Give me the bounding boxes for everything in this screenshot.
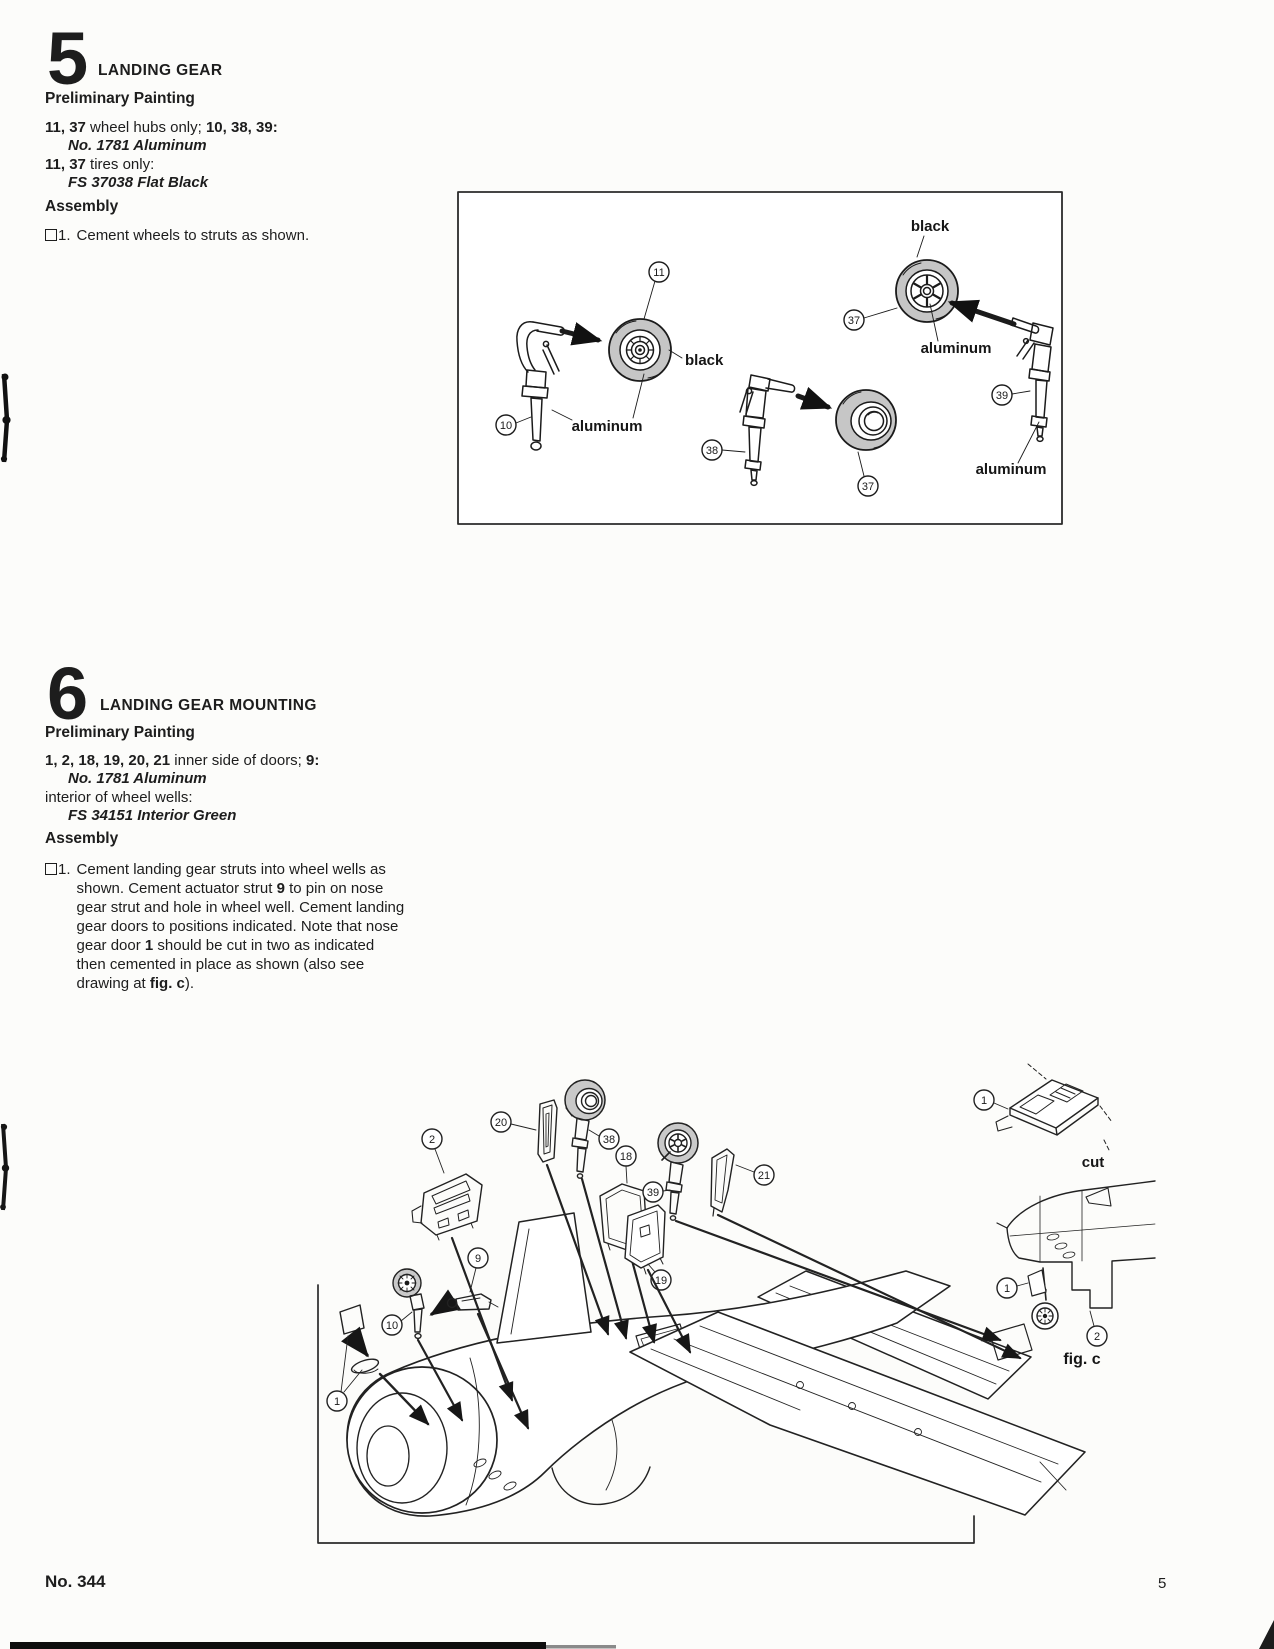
callout-10 [382, 1312, 412, 1335]
staple-mark-bottom [1, 1124, 9, 1210]
wheel-37-bottom-drawing [836, 390, 896, 450]
step-part-ref: 1 [144, 937, 154, 954]
step-seg: Cement landing gear struts into wheel wells as shown. Cement actuator strut [76, 861, 386, 897]
callout-18-number: 18 [619, 1151, 633, 1163]
nose-door-1-drawing [996, 1064, 1112, 1152]
paint-parts: 11, 37 [45, 119, 86, 136]
door-20-drawing [538, 1100, 557, 1162]
paint-parts2: 10, 38, 39: [205, 119, 278, 136]
label-aluminum-right-upper: aluminum [920, 340, 992, 357]
section5-assembly-heading: Assembly [45, 198, 119, 215]
callout-10-number: 10 [385, 1320, 399, 1332]
callout-11-number: 11 [653, 267, 665, 279]
callout-21 [736, 1165, 774, 1185]
paint-parts: 11, 37 [45, 156, 86, 173]
callout-1-number: 1 [1003, 1283, 1011, 1295]
scan-artifacts [10, 1620, 1274, 1649]
aircraft-drawing [347, 1213, 1085, 1516]
door-19-drawing [625, 1205, 665, 1274]
section6-paint-value2: FS 34151 Interior Green [68, 807, 237, 824]
step-fig-ref: fig. c [149, 975, 185, 992]
door-21-drawing [711, 1149, 734, 1216]
callout-2-number: 2 [428, 1134, 436, 1146]
callout-18 [616, 1146, 636, 1183]
paint-parts2: 9: [306, 752, 320, 769]
callout-1-left [327, 1336, 362, 1411]
section6-number: 6 [47, 652, 87, 735]
fig-c-drawing [997, 1181, 1155, 1329]
callout-39-number: 39 [995, 390, 1009, 402]
callout-38-number: 38 [705, 445, 719, 457]
callout-1-number: 1 [333, 1396, 341, 1408]
section6-paint-value1: No. 1781 Aluminum [68, 770, 207, 787]
label-black-left: black [685, 352, 724, 369]
callout-19-number: 19 [654, 1275, 668, 1287]
label-aluminum-right-lower: aluminum [975, 461, 1047, 478]
callout-1-number: 1 [980, 1095, 988, 1107]
step-seg: to pin on nose gear strut and hole in wheel well. Cement landing gear doors to positions indicated. Note that nose gear door [76, 880, 405, 954]
section6-title: LANDING GEAR MOUNTING [100, 697, 317, 714]
wheel-37-top-drawing [896, 260, 958, 322]
label-cut: cut [1081, 1154, 1105, 1171]
gear-39-assembled-drawing [658, 1123, 698, 1220]
kit-number: No. 344 [45, 1572, 106, 1591]
callout-10-number: 10 [499, 420, 513, 432]
section6-preliminary-heading: Preliminary Painting [45, 724, 195, 741]
callout-2 [422, 1129, 444, 1173]
paint-text: inner side of doors; [170, 752, 307, 769]
label-fig-c: fig. c [1063, 1351, 1101, 1368]
callout-9-number: 9 [474, 1253, 482, 1265]
paint-text: wheel hubs only; [85, 119, 206, 136]
paint-parts: 1, 2, 18, 19, 20, 21 [45, 752, 171, 769]
step-part-ref: 9 [276, 880, 285, 897]
callout-2-nose [1087, 1311, 1107, 1346]
callout-20 [491, 1112, 536, 1132]
label-aluminum-left: aluminum [571, 418, 643, 435]
paint-text: tires only: [85, 156, 155, 173]
callout-37-number: 37 [861, 481, 875, 493]
section6-assembly-heading: Assembly [45, 830, 119, 847]
door-2-drawing [412, 1174, 482, 1240]
step-text: Cement wheels to struts as shown. [76, 227, 310, 244]
wheel-11-drawing [609, 319, 671, 381]
callout-37-number: 37 [847, 315, 861, 327]
callout-20-number: 20 [494, 1117, 508, 1129]
staple-mark-top [1, 374, 10, 462]
callout-39-number: 39 [646, 1187, 660, 1199]
diagram1-landing-gear [458, 192, 1062, 524]
step-number: 1. [58, 227, 71, 244]
label-black-right: black [910, 218, 950, 235]
section5-preliminary-heading: Preliminary Painting [45, 90, 195, 107]
callout-1-nose [997, 1278, 1028, 1298]
callout-38 [589, 1129, 619, 1149]
section6-paint-line2: interior of wheel wells: [45, 789, 193, 806]
section5-paint-value2: FS 37038 Flat Black [68, 174, 209, 191]
page-number: 5 [1158, 1575, 1167, 1592]
diagram2-landing-gear-mounting [318, 1064, 1155, 1543]
callout-21-number: 21 [757, 1170, 771, 1182]
section5-number: 5 [47, 17, 87, 100]
callout-38-number: 38 [602, 1134, 616, 1146]
step-seg: ). [184, 975, 195, 992]
step-seg: should be cut in two as indicated then cemented in place as shown (also see drawing at [76, 937, 375, 992]
step-number: 1. [58, 861, 71, 878]
callout-2-number: 2 [1093, 1331, 1101, 1343]
diagram1-frame [458, 192, 1062, 524]
callout-9 [468, 1248, 488, 1292]
callout-1-door [974, 1090, 1008, 1110]
section5-title: LANDING GEAR [98, 62, 223, 79]
gear-38-assembled-drawing [565, 1080, 605, 1178]
section5-paint-value1: No. 1781 Aluminum [68, 137, 207, 154]
